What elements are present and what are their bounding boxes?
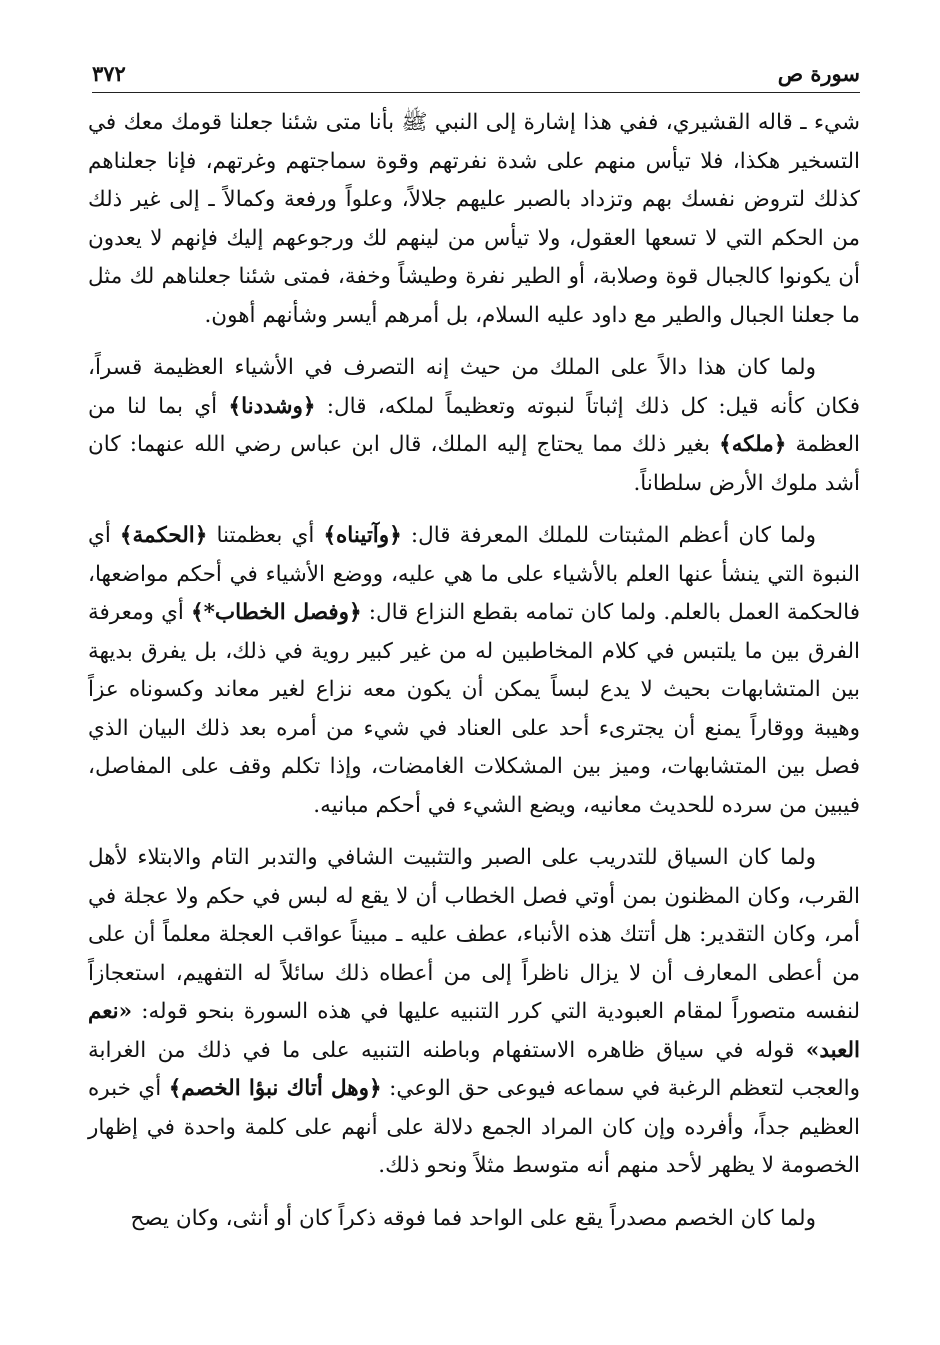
paragraph-5 — [88, 1200, 860, 1239]
quran-quote: ﴿وفصل الخطاب*﴾ — [191, 600, 362, 625]
paragraph-1 — [88, 104, 860, 335]
surah-title: سورة ص — [777, 61, 860, 86]
quran-quote: ﴿وشددنا﴾ — [228, 393, 316, 419]
quran-quote: ﴿وهل أتاك نبؤا الخصم﴾ — [168, 1076, 382, 1101]
text-segment: بغير ذلك مما يحتاج إليه الملك، قال ابن عباس رضي الله عنهما: كان أشد ملوك الأرض سلطاناً. — [88, 432, 860, 496]
quran-quote: ﴿ملكه﴾ — [719, 432, 787, 457]
paragraph-4 — [88, 839, 860, 1186]
text-segment: ولما كان الخصم مصدراً يقع على الواحد فما فوقه ذكراً كان أو أنثى، وكان يصح — [130, 1205, 816, 1231]
text-segment: ولما كان السياق للتدريب على الصبر والتثبيت الشافي والتدبر التام والابتلاء لأهل القرب، وكان المظنون بمن أوتي فصل الخطاب أن لا يقع له لبس في حكم ولا عجلة في أمر، وكان التقدير: هل أتتك هذه الأنباء، عطف عليه ـ مبيناً عواقب العجلة معلماً أن على من أعطى المعارف أن لا يزال ناظراً إلى من أعطاه ذلك سائلاً له التفهيم، استعجازاً لنفسه متصوراً لمقام العبودية التي كرر التنبيه عليها في هذه السورة بنحو قوله: — [88, 845, 860, 1024]
quran-quote: ﴿وآتيناه﴾ — [323, 523, 402, 548]
hadith-quote: «نعم العبد» — [88, 999, 860, 1063]
text-segment: قوله في سياق ظاهره الاستفهام وباطنه التنبيه على ما في ذلك من الغرابة والعجب لتعظم الرغبة في سماعه فيوعى حق الوعي: — [88, 1037, 860, 1101]
text-segment: أي بعظمتنا — [207, 523, 324, 548]
page-body — [88, 104, 860, 1252]
paragraph-2 — [88, 349, 860, 503]
page-header — [92, 52, 860, 93]
text-segment: أي ومعرفة الفرق بين ما يلتبس في كلام المخاطبين له من غير كبير روية في ذلك، بل يفرق بديهة بين المتشابهات بحيث لا يدع لبساً يمكن أن يكون معه نزاع لغير معاند وكسوناه عزاً وهيبة ووقاراً يمنع أن يجترىء أحد على العناد في شيء من أمره بعد ذلك البيان الذي فصل بين المتشابهات، وميز بين المشكلات الغامضات، وإذا تكلم وقف على المفاصل، فيبين من سرده للحديث معانيه، ويضع الشيء في أحكم مبانيه. — [88, 600, 860, 818]
text-segment: ولما كان أعظم المثبتات للملك المعرفة قال: — [401, 523, 816, 548]
page-number: ٣٧٢ — [92, 61, 126, 86]
paragraph-3 — [88, 517, 860, 825]
text-segment: أي النبوة التي ينشأ عنها العلم بالأشياء على ما هي عليه، ووضع الأشياء في أحكم مواضعها، فالحكمة العمل بالعلم. ولما كان تمامه بقطع النزاع قال: — [88, 523, 860, 625]
text-segment: شيء ـ قاله القشيري، ففي هذا إشارة إلى النبي ﷺ بأنا متى شئنا جعلنا قومك معك في التسخير هكذا، فلا تيأس منهم على شدة نفرتهم وقوة سماجتهم وغرتهم، فإنا جعلناهم كذلك لتروض نفسك بهم وتزداد بالصبر عليهم جلالاً، وعلواً ورفعة وكمالاً ـ إلى غير ذلك من الحكم التي لا تسعها العقول، ولا تيأس من لينهم لك ورجوعهم إليك فإنهم لا يعدون أن يكونوا كالجبال قوة وصلابة، أو الطير نفرة وطيشاً وخفة، فمتى شئنا جعلناهم لك مثل ما جعلنا الجبال والطير مع داود عليه السلام، بل أمرهم أيسر وشأنهم أهون. — [88, 110, 860, 328]
quran-quote: ﴿الحكمة﴾ — [119, 523, 208, 548]
text-segment: أي خبره العظيم جداً، وأفرده وإن كان المراد الجمع دلالة على أنهم على كلمة واحدة في إظهار الخصومة لا يظهر لأحد منهم أنه متوسط مثلاً ونحو ذلك. — [88, 1076, 860, 1178]
text-segment: أي بما لنا من العظمة — [88, 393, 860, 457]
text-segment: ولما كان هذا دالاً على الملك من حيث إنه التصرف في الأشياء العظيمة قسراً، فكان كأنه قيل: كل ذلك إثباتاً لنبوته وتعظيماً لملكه، قال: — [88, 355, 861, 419]
